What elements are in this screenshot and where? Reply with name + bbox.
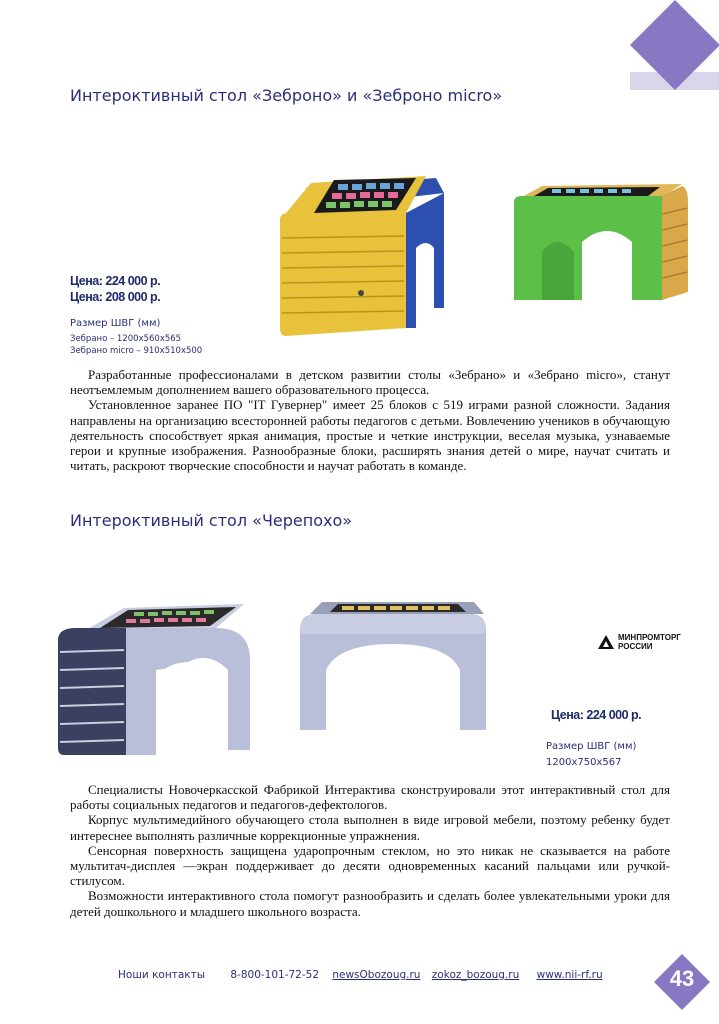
zebrano-micro-table-image [512,182,690,310]
paragraph: Сенсорная поверхность защищена ударопрочным стеклом, но это никак не сказывается на работе мультитач-дисплея —экран поддерживает до десяти одновременных касаний пальцами или ручкой-стилусом. [70,842,670,889]
size-label-cherepakha: Размер ШВГ (мм) [546,741,637,752]
paragraph: Разработанные профессионалами в детском развитии столы «Зебрано» и «Зебрано micro», станут неотъемлемым дополнением вашего образовательного процесса. [70,367,670,398]
minpromtorg-logo [598,633,681,651]
logo-line2: РОССИИ [618,642,653,651]
page-number: 43 [669,966,695,991]
paragraph: Возможности интерактивного стола помогут разнообразить и сделать более увлекательными уроки для детей дошкольного и младшего школьного возраста. [70,888,670,919]
size-value-zebrano: Зебрано – 1200х560х565 [70,334,182,344]
corner-diamond-decoration [630,0,719,90]
zebrano-table-image [276,168,446,338]
logo-line1: МИНПРОМТОРГ [618,633,681,642]
cherepakha-table-front-image [298,600,488,732]
size-value-zebrano-micro: Зебрано micro – 910х510х500 [70,346,203,356]
footer-contacts [118,969,611,981]
price-zebrano-micro: Цена: 208 000 р. [70,290,161,304]
minpromtorg-logo-icon [598,635,614,649]
price-cherepakha: Цена: 224 000 р. [551,708,642,722]
paragraph: Специалисты Новочеркасской Фабрикой Интерактива сконструировали этот интерактивный стол для работы социальных педагогов и педагогов-дефектологов. [70,782,670,813]
contacts-label: Ноши контакты [118,969,206,981]
paragraph: Установленное заранее ПО "IT Гувернер" имеет 25 блоков с 519 играми разной сложности. Задания направлены на организацию всесторонней работы педагогов с детьми. Вовлечению учеников в обучающую деятельность способствует яркая анимация, простые и четкие инструкции, веселая музыка, узнаваемые герои и крупные изображения. Разнообразные блоки, расширять знания детей о мире, научат считать и читать, раскроют творческие способности и научат работать в команде. [70,397,670,474]
email-link-news[interactable]: newsObozoug.ru [332,969,421,981]
email-link-zokoz[interactable]: zokoz_bozoug.ru [431,969,520,981]
section-title-zebrano: Интероктивный стол «Зеброно» и «Зеброно micro» [70,86,503,105]
website-link[interactable]: www.nii-rf.ru [536,969,603,981]
price-zebrano: Цена: 224 000 р. [70,274,161,288]
section-title-cherepakha: Интероктивный стол «Черепохо» [70,511,353,530]
section1-description [70,367,670,473]
size-label-zebrano: Размер ШВГ (мм) [70,318,161,329]
cherepakha-table-angled-image [56,600,252,758]
phone-number: 8-800-101-72-52 [230,969,320,981]
paragraph: Корпус мультимедийного обучающего стола выполнен в виде игровой мебели, поэтому ребенку будет интереснее выполнять различные коррекционные упражнения. [70,812,670,843]
size-value-cherepakha: 1200х750х567 [546,757,622,768]
section2-description [70,782,670,919]
